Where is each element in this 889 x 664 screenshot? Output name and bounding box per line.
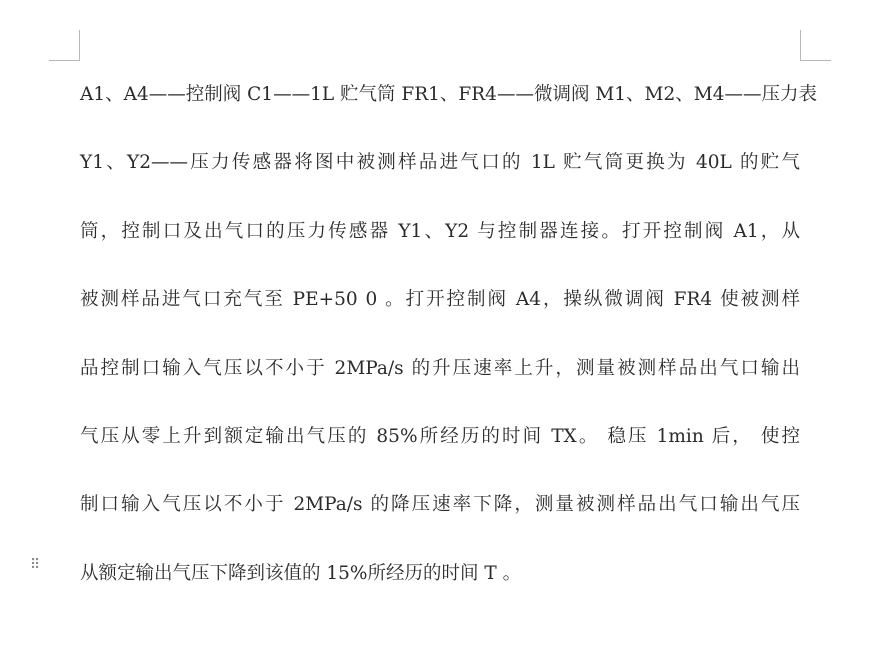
text-line (80, 420, 800, 488)
line-text: A1、A4——控制阀 C1——1L 贮气筒 FR1、FR4——微调阀 M1、M2、M4——压力表 (80, 84, 817, 105)
text-line (80, 488, 800, 556)
line-text: Y1、Y2——压力传感器将图中被测样品进气口的 1L 贮气筒更换为 40L 的贮气 (80, 152, 800, 174)
text-line (80, 78, 817, 146)
line-text: 被测样品进气口充气至 PE+50 0 。打开控制阀 A4，操纵微调阀 FR4 使被测样 (80, 289, 800, 311)
top-left-margin-mark (49, 30, 80, 61)
text-line (80, 215, 800, 283)
text-line (80, 557, 800, 625)
top-right-margin-mark (800, 30, 831, 61)
line-text: 制口输入气压以不小于 2MPa/s 的降压速率下降，测量被测样品出气口输出气压 (80, 494, 800, 516)
text-line (80, 146, 800, 214)
line-text: 品控制口输入气压以不小于 2MPa/s 的升压速率上升，测量被测样品出气口输出 (80, 357, 800, 379)
text-line (80, 283, 800, 351)
line-text: 气压从零上升到额定输出气压的 85%所经历的时间 TX。 稳压 1min 后， 使控 (80, 425, 800, 447)
line-text: 筒，控制口及出气口的压力传感器 Y1、Y2 与控制器连接。打开控制阀 A1，从 (80, 220, 800, 242)
line-text: 从额定输出气压下降到该值的 15%所经历的时间 T 。 (80, 562, 522, 584)
text-line (80, 352, 800, 420)
paragraph-drag-handle-icon[interactable]: ⠿ (30, 557, 40, 573)
document-body[interactable] (80, 78, 817, 625)
